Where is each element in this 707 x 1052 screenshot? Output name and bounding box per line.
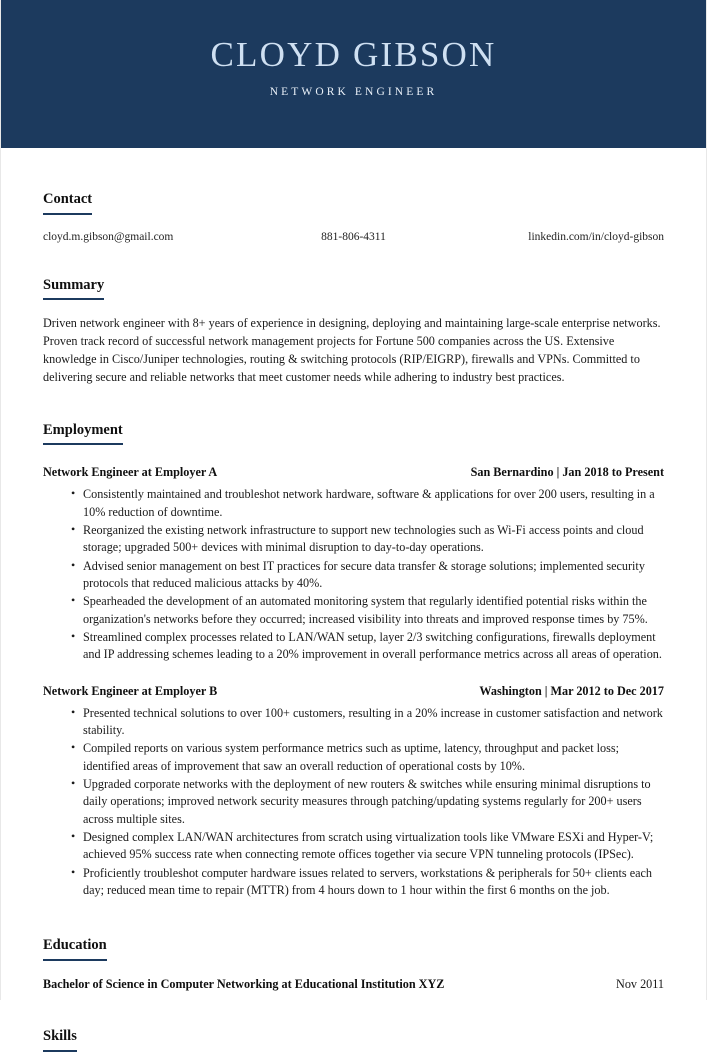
- employment-bullet: • Compiled reports on various system performance metrics such as uptime, latency, throughput and packet loss; identified areas of improvement that saw an overall reduction of operational costs by 10%.: [71, 740, 664, 775]
- employment-job-title: Network Engineer at Employer B: [43, 683, 218, 698]
- education-degree: Bachelor of Science in Computer Networking at Educational Institution XYZ: [43, 976, 445, 991]
- contact-row: [43, 231, 664, 243]
- employment-bullet: • Upgraded corporate networks with the deployment of new routers & switches while ensuring minimal disruptions to daily operations; improved network security measures through patching/updating systems regularly for 200+ users across multiple sites.: [71, 776, 664, 828]
- section-heading-contact: Contact: [43, 191, 92, 215]
- employment-bullet: • Presented technical solutions to over 100+ customers, resulting in a 20% increase in customer satisfaction and network stability.: [71, 705, 664, 740]
- employment-bullet: • Proficiently troubleshot computer hardware issues related to servers, workstations & peripherals for 50+ clients each day; reduced mean time to repair (MTTR) from 4 hours down to 1 hour within the first 6 months on the job.: [71, 865, 664, 900]
- section-summary: [43, 243, 664, 387]
- employment-bullet: • Consistently maintained and troubleshot network hardware, software & applications for over 200 users, resulting in a 10% reduction of downtime.: [71, 486, 664, 521]
- education-date: Nov 2011: [616, 976, 664, 991]
- contact-email[interactable]: cloyd.m.gibson@gmail.com: [43, 230, 174, 243]
- employment-bullet: • Streamlined complex processes related to LAN/WAN setup, layer 2/3 switching configurations, firewalls deployment and IP addressing schemes leading to a 20% improvement in overall performance metrics across all areas of operation.: [71, 629, 664, 664]
- section-heading-education: Education: [43, 937, 107, 961]
- employment-job-meta: Washington | Mar 2012 to Dec 2017: [479, 683, 664, 698]
- employment-bullet: • Reorganized the existing network infrastructure to support new technologies such as Wi-Fi access points and cloud storage; upgraded 500+ devices with minimal disruption to day-to-day operations.: [71, 522, 664, 557]
- employment-bullet: • Spearheaded the development of an automated monitoring system that regularly identified potential risks within the organization's networks before they occurred; increased visibility into threats and improved response times by 75%.: [71, 593, 664, 628]
- employment-job-title: Network Engineer at Employer A: [43, 465, 218, 480]
- candidate-job-title: NETWORK ENGINEER: [269, 86, 438, 99]
- employment-bullet: • Advised senior management on best IT practices for secure data transfer & storage solutions; implemented security protocols that reduced malicious attacks by 40%.: [71, 558, 664, 593]
- contact-phone[interactable]: 881-806-4311: [321, 230, 386, 243]
- summary-text: Driven network engineer with 8+ years of experience in designing, deploying and maintaining large-scale enterprise networks. Proven track record of successful network management projects for Fortune 500 companies across the US. Extensive knowledge in Cisco/Juniper technologies, routing & switching protocols (RIP/EIGRP), firewalls and VPNs. Committed to delivering secure and reliable networks that meet customer needs while adhering to industry best practices.: [43, 316, 661, 384]
- employment-entry: [43, 684, 664, 900]
- employment-entry-header: [43, 465, 664, 480]
- resume-header: [1, 0, 706, 148]
- employment-job-meta: San Bernardino | Jan 2018 to Present: [470, 465, 664, 480]
- employment-bullet: • Designed complex LAN/WAN architectures from scratch using virtualization tools like VMware ESXi and Hyper-V; achieved 95% success rate when connecting remote offices together via secure VPN tunneling protocols (IPSec).: [71, 829, 664, 864]
- section-contact: [43, 148, 664, 243]
- section-skills: [43, 992, 664, 1052]
- employment-entry-header: [43, 684, 664, 699]
- section-heading-skills: Skills: [43, 1028, 77, 1052]
- section-employment: [43, 387, 664, 900]
- candidate-name: CLOYD GIBSON: [210, 34, 497, 74]
- employment-bullet-list: [43, 705, 664, 900]
- employment-bullet-list: [43, 486, 664, 663]
- section-education: [43, 900, 664, 992]
- contact-linkedin[interactable]: linkedin.com/in/cloyd-gibson: [528, 230, 664, 243]
- employment-entry: [43, 465, 664, 663]
- resume-body: [1, 148, 706, 1052]
- education-entry: [43, 977, 664, 992]
- section-heading-employment: Employment: [43, 422, 123, 446]
- section-heading-summary: Summary: [43, 277, 104, 301]
